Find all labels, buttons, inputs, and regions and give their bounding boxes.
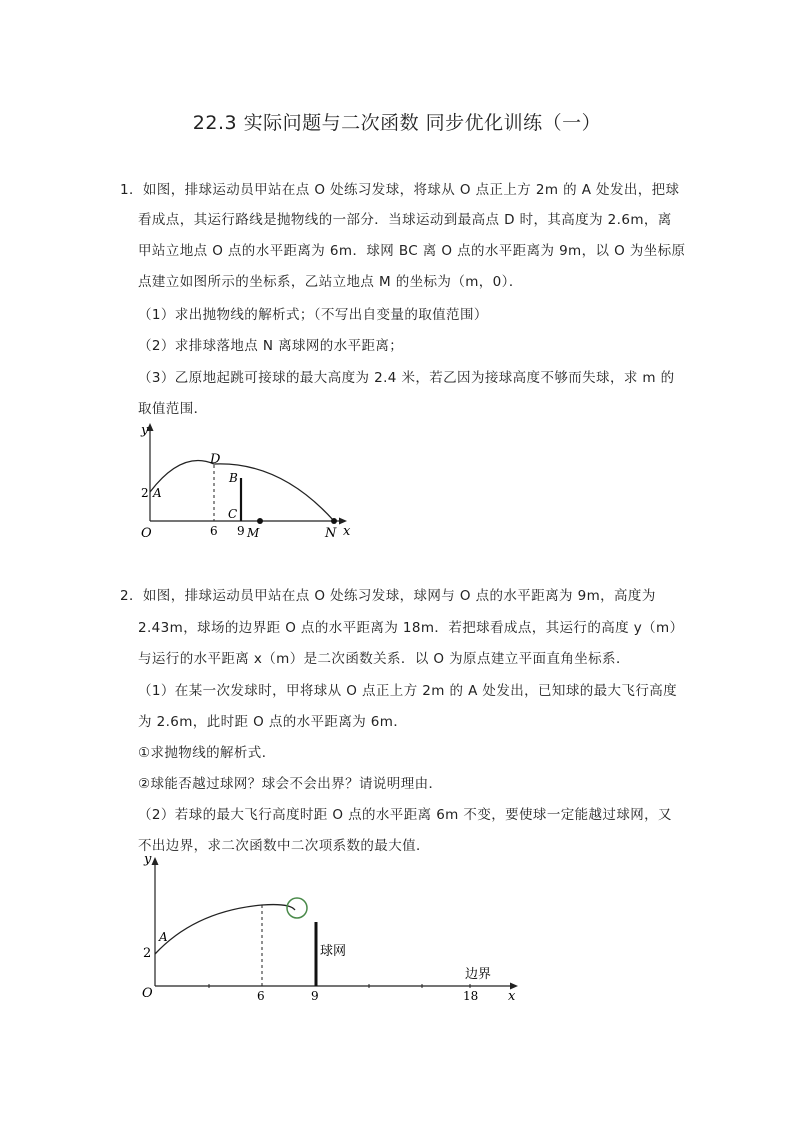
q2-part-1-item-1: ①求抛物线的解析式．: [138, 745, 276, 761]
q2-part-1-item-2: ②球能否越过球网？球会不会出界？请说明理由．: [138, 776, 443, 792]
q1-line-4: 点建立如图所示的坐标系，乙站立地点 M 的坐标为（m，0）．: [138, 274, 523, 290]
page-title: 22.3 实际问题与二次函数 同步优化训练（一）: [192, 112, 602, 134]
q1-part-3: （3）乙原地起跳可接球的最大高度为 2.4 米，若乙因为接球高度不够而失球，求 m 的: [138, 370, 675, 386]
q2-part-1: （1）在某一次发球时，甲将球从 O 点正上方 2m 的 A 处发出，已知球的最大飞行高度: [138, 683, 678, 699]
q1-figure: [130, 418, 360, 548]
q2-line-2: 2.43m，球场的边界距 O 点的水平距离为 18m．若把球看成点，其运行的高度 y（m）: [138, 620, 684, 636]
q2-label-x: x: [508, 989, 516, 1004]
q2-label-18: 18: [463, 989, 479, 1003]
q2-label-a: A: [159, 930, 168, 944]
q2-label-net: 球网: [320, 944, 347, 959]
q1-label-b: B: [229, 471, 238, 485]
q1-label-n: N: [325, 526, 337, 541]
q1-label-d: D: [210, 452, 221, 467]
q2-label-o: O: [142, 986, 153, 1001]
q2-part-2: （2）若球的最大飞行高度时距 O 点的水平距离 6m 不变，要使球一定能越过球网，又: [138, 807, 672, 823]
q1-line-1: 1．如图，排球运动员甲站在点 O 处练习发球，将球从 O 点正上方 2m 的 A 处发出，把球: [120, 182, 680, 198]
q2-label-y: y: [144, 852, 152, 867]
q1-line-3: 甲站立地点 O 点的水平距离为 6m．球网 BC 离 O 点的水平距离为 9m，以 O 为坐标原: [138, 243, 686, 259]
q1-point-m: [257, 518, 263, 524]
q1-label-2: 2: [141, 486, 149, 500]
q1-label-x: x: [343, 524, 351, 539]
q1-label-o: O: [141, 526, 152, 541]
q2-figure: [130, 848, 530, 1008]
q2-label-9: 9: [311, 989, 319, 1003]
q2-parabola: [155, 905, 295, 954]
q2-label-boundary: 边界: [465, 967, 492, 982]
q1-part-3-cont: 取值范围．: [138, 401, 208, 417]
q1-label-a: A: [153, 486, 162, 500]
q1-label-9: 9: [237, 524, 245, 538]
q1-part-1: （1）求出抛物线的解析式；（不写出自变量的取值范围）: [138, 307, 488, 323]
q1-label-m: M: [247, 526, 260, 540]
q2-part-1-cont: 为 2.6m，此时距 O 点的水平距离为 6m．: [138, 714, 408, 730]
q1-line-2: 看成点，其运行路线是抛物线的一部分．当球运动到最高点 D 时，其高度为 2.6m，离: [138, 212, 672, 228]
q2-line-3: 与运行的水平距离 x（m）是二次函数关系．以 O 为原点建立平面直角坐标系．: [138, 651, 630, 667]
q1-label-c: C: [228, 507, 238, 521]
q2-line-1: 2．如图，排球运动员甲站在点 O 处练习发球，球网与 O 点的水平距离为 9m，高度为: [120, 588, 656, 604]
q1-part-2: （2）求排球落地点 N 离球网的水平距离；: [138, 338, 404, 354]
q1-point-n: [331, 518, 337, 524]
q2-label-6: 6: [257, 989, 265, 1003]
q2-label-2: 2: [143, 946, 152, 961]
q2-ball: [287, 898, 307, 918]
q1-label-6: 6: [210, 524, 218, 538]
q1-label-y: y: [141, 423, 149, 438]
q2-part-2-cont: 不出边界，求二次函数中二次项系数的最大值．: [138, 838, 430, 854]
q2-y-arrow: [152, 857, 159, 865]
